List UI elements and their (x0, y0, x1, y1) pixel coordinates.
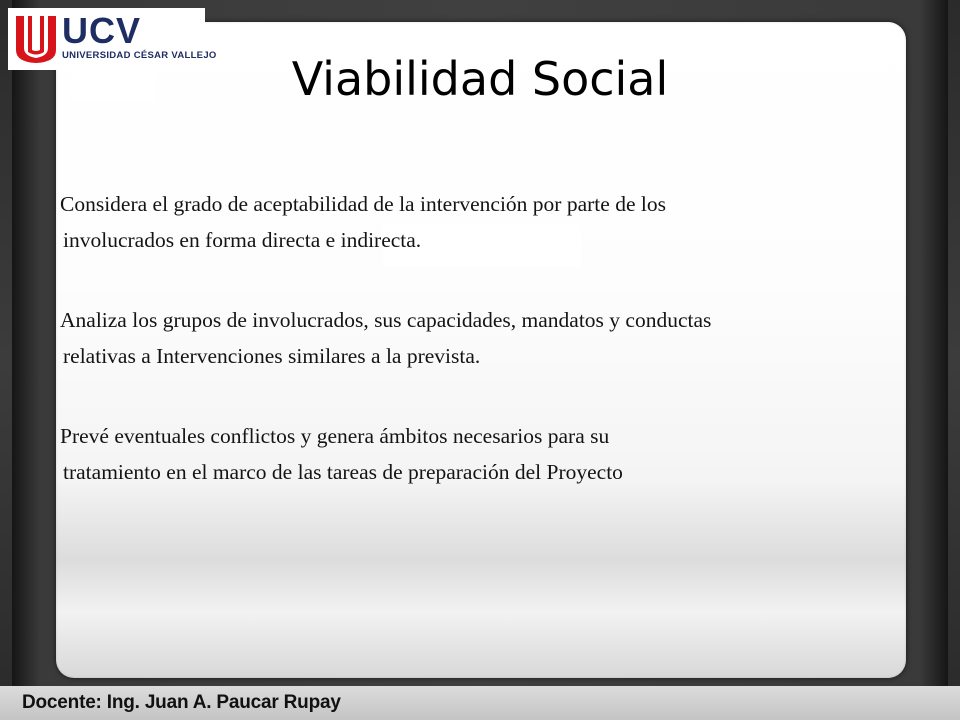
footer-instructor: Docente: Ing. Juan A. Paucar Rupay (22, 692, 341, 713)
bullet-line: tratamiento en el marco de las tareas de preparación del Proyecto (63, 460, 623, 484)
bullet-line: Considera el grado de aceptabilidad de la intervención por parte de los (60, 192, 666, 216)
bullet-item (60, 418, 920, 490)
bullet-line: involucrados en forma directa e indirecta. (63, 228, 422, 252)
bullet-line: Prevé eventuales conflictos y genera ámbitos necesarios para su (60, 424, 610, 448)
logo-sub-text: UNIVERSIDAD CÉSAR VALLEJO (62, 50, 217, 61)
bullet-list (60, 186, 920, 534)
bullet-line: Analiza los grupos de involucrados, sus capacidades, mandatos y conductas (60, 308, 712, 332)
slide-title: Viabilidad Social (291, 52, 669, 106)
bullet-item (60, 186, 920, 258)
logo-main-text: UCV (62, 10, 142, 51)
bullet-item (60, 302, 920, 374)
bullet-line: relativas a Intervenciones similares a la prevista. (63, 344, 481, 368)
